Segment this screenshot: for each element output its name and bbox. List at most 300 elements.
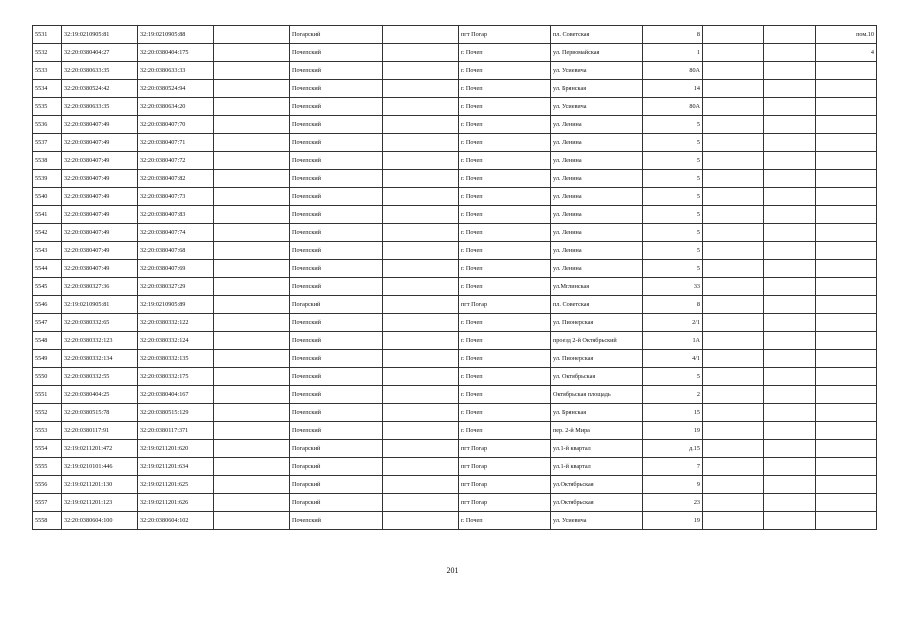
empty-cell <box>214 512 290 530</box>
empty-cell <box>214 134 290 152</box>
district-cell: Почепский <box>290 260 383 278</box>
empty-cell <box>703 296 764 314</box>
house-number-cell: 15 <box>643 404 703 422</box>
cadastral-number-cell: 32:20:0380407:49 <box>62 152 138 170</box>
house-number-cell: 8 <box>643 26 703 44</box>
empty-cell <box>703 224 764 242</box>
row-number-cell: 5554 <box>33 440 62 458</box>
cadastral-number-cell: 32:19:0210905:81 <box>62 296 138 314</box>
object-cadastral-number-cell: 32:19:0210905:88 <box>138 26 214 44</box>
registry-sheet <box>32 25 876 530</box>
street-cell: ул.1-й квартал <box>551 440 643 458</box>
district-cell: Почепский <box>290 314 383 332</box>
house-number-cell: 5 <box>643 242 703 260</box>
premises-cell <box>816 476 877 494</box>
object-cadastral-number-cell: 32:20:0380407:74 <box>138 224 214 242</box>
page-number: 201 <box>446 566 459 575</box>
empty-cell <box>764 152 816 170</box>
district-cell: Почепский <box>290 404 383 422</box>
object-cadastral-number-cell: 32:20:0380407:72 <box>138 152 214 170</box>
object-cadastral-number-cell: 32:20:0380634:20 <box>138 98 214 116</box>
empty-cell <box>764 332 816 350</box>
empty-cell <box>703 242 764 260</box>
house-number-cell: 19 <box>643 512 703 530</box>
premises-cell <box>816 188 877 206</box>
row-number-cell: 5553 <box>33 422 62 440</box>
empty-cell <box>214 170 290 188</box>
cadastral-number-cell: 32:20:0380515:78 <box>62 404 138 422</box>
empty-cell <box>383 404 459 422</box>
object-cadastral-number-cell: 32:19:0211201:625 <box>138 476 214 494</box>
object-cadastral-number-cell: 32:20:0380332:124 <box>138 332 214 350</box>
locality-cell: г. Почеп <box>459 368 551 386</box>
empty-cell <box>214 80 290 98</box>
empty-cell <box>703 170 764 188</box>
table-row <box>33 62 877 80</box>
district-cell: Почепский <box>290 332 383 350</box>
empty-cell <box>703 404 764 422</box>
locality-cell: г. Почеп <box>459 332 551 350</box>
locality-cell: г. Почеп <box>459 512 551 530</box>
object-cadastral-number-cell: 32:20:0380407:69 <box>138 260 214 278</box>
locality-cell: г. Почеп <box>459 152 551 170</box>
empty-cell <box>703 440 764 458</box>
empty-cell <box>764 458 816 476</box>
empty-cell <box>703 458 764 476</box>
empty-cell <box>703 368 764 386</box>
object-cadastral-number-cell: 32:20:0380117:371 <box>138 422 214 440</box>
district-cell: Почепский <box>290 62 383 80</box>
empty-cell <box>703 98 764 116</box>
empty-cell <box>764 422 816 440</box>
empty-cell <box>214 278 290 296</box>
street-cell: ул.Октябрьская <box>551 476 643 494</box>
house-number-cell: 5 <box>643 170 703 188</box>
cadastral-number-cell: 32:20:0380332:123 <box>62 332 138 350</box>
house-number-cell: д.15 <box>643 440 703 458</box>
empty-cell <box>703 206 764 224</box>
row-number-cell: 5558 <box>33 512 62 530</box>
locality-cell: г. Почеп <box>459 350 551 368</box>
empty-cell <box>214 458 290 476</box>
object-cadastral-number-cell: 32:20:0380407:71 <box>138 134 214 152</box>
house-number-cell: 14 <box>643 80 703 98</box>
empty-cell <box>703 62 764 80</box>
street-cell: ул. Усиевича <box>551 98 643 116</box>
object-cadastral-number-cell: 32:20:0380332:135 <box>138 350 214 368</box>
row-number-cell: 5537 <box>33 134 62 152</box>
district-cell: Почепский <box>290 188 383 206</box>
empty-cell <box>383 188 459 206</box>
locality-cell: г. Почеп <box>459 80 551 98</box>
empty-cell <box>214 26 290 44</box>
empty-cell <box>214 386 290 404</box>
premises-cell <box>816 116 877 134</box>
cadastral-number-cell: 32:20:0380604:100 <box>62 512 138 530</box>
empty-cell <box>214 260 290 278</box>
house-number-cell: 5 <box>643 224 703 242</box>
district-cell: Почепский <box>290 206 383 224</box>
cadastral-number-cell: 32:20:0380404:25 <box>62 386 138 404</box>
empty-cell <box>383 206 459 224</box>
premises-cell <box>816 170 877 188</box>
object-cadastral-number-cell: 32:20:0380404:175 <box>138 44 214 62</box>
locality-cell: г. Почеп <box>459 134 551 152</box>
empty-cell <box>764 404 816 422</box>
locality-cell: г. Почеп <box>459 116 551 134</box>
premises-cell <box>816 206 877 224</box>
empty-cell <box>764 314 816 332</box>
street-cell: ул. Брянская <box>551 80 643 98</box>
empty-cell <box>703 278 764 296</box>
empty-cell <box>383 80 459 98</box>
empty-cell <box>383 386 459 404</box>
row-number-cell: 5535 <box>33 98 62 116</box>
row-number-cell: 5546 <box>33 296 62 314</box>
district-cell: Почепский <box>290 170 383 188</box>
cadastral-number-cell: 32:20:0380407:49 <box>62 224 138 242</box>
locality-cell: г. Почеп <box>459 188 551 206</box>
house-number-cell: 5 <box>643 152 703 170</box>
district-cell: Погарский <box>290 494 383 512</box>
district-cell: Почепский <box>290 242 383 260</box>
house-number-cell: 9 <box>643 476 703 494</box>
locality-cell: г. Почеп <box>459 98 551 116</box>
empty-cell <box>764 440 816 458</box>
empty-cell <box>383 152 459 170</box>
table-row <box>33 458 877 476</box>
empty-cell <box>383 296 459 314</box>
premises-cell <box>816 278 877 296</box>
street-cell: ул. Брянская <box>551 404 643 422</box>
premises-cell <box>816 368 877 386</box>
house-number-cell: 5 <box>643 368 703 386</box>
premises-cell <box>816 314 877 332</box>
street-cell: ул. Усиевича <box>551 512 643 530</box>
registry-table <box>32 25 877 530</box>
empty-cell <box>383 422 459 440</box>
object-cadastral-number-cell: 32:20:0380604:102 <box>138 512 214 530</box>
row-number-cell: 5543 <box>33 242 62 260</box>
empty-cell <box>383 26 459 44</box>
row-number-cell: 5534 <box>33 80 62 98</box>
street-cell: ул. Ленина <box>551 260 643 278</box>
house-number-cell: 1 <box>643 44 703 62</box>
locality-cell: г. Почеп <box>459 224 551 242</box>
cadastral-number-cell: 32:20:0380332:134 <box>62 350 138 368</box>
empty-cell <box>214 332 290 350</box>
table-row <box>33 296 877 314</box>
house-number-cell: 1А <box>643 332 703 350</box>
premises-cell <box>816 98 877 116</box>
empty-cell <box>764 98 816 116</box>
object-cadastral-number-cell: 32:20:0380404:167 <box>138 386 214 404</box>
locality-cell: пгт Погар <box>459 440 551 458</box>
empty-cell <box>703 80 764 98</box>
district-cell: Погарский <box>290 26 383 44</box>
row-number-cell: 5557 <box>33 494 62 512</box>
empty-cell <box>703 44 764 62</box>
table-row <box>33 188 877 206</box>
empty-cell <box>214 98 290 116</box>
locality-cell: г. Почеп <box>459 422 551 440</box>
district-cell: Почепский <box>290 224 383 242</box>
locality-cell: г. Почеп <box>459 242 551 260</box>
house-number-cell: 5 <box>643 116 703 134</box>
empty-cell <box>383 260 459 278</box>
street-cell: ул. Ленина <box>551 242 643 260</box>
empty-cell <box>764 296 816 314</box>
empty-cell <box>764 224 816 242</box>
empty-cell <box>214 296 290 314</box>
cadastral-number-cell: 32:19:0211201:130 <box>62 476 138 494</box>
row-number-cell: 5550 <box>33 368 62 386</box>
locality-cell: пгт Погар <box>459 458 551 476</box>
premises-cell: 4 <box>816 44 877 62</box>
table-row <box>33 224 877 242</box>
empty-cell <box>214 242 290 260</box>
house-number-cell: 80А <box>643 98 703 116</box>
empty-cell <box>764 206 816 224</box>
empty-cell <box>383 116 459 134</box>
empty-cell <box>764 386 816 404</box>
empty-cell <box>703 494 764 512</box>
table-row <box>33 332 877 350</box>
row-number-cell: 5552 <box>33 404 62 422</box>
empty-cell <box>764 242 816 260</box>
empty-cell <box>383 44 459 62</box>
locality-cell: пгт Погар <box>459 26 551 44</box>
table-row <box>33 98 877 116</box>
empty-cell <box>764 476 816 494</box>
empty-cell <box>764 80 816 98</box>
empty-cell <box>214 116 290 134</box>
table-row <box>33 512 877 530</box>
empty-cell <box>214 62 290 80</box>
object-cadastral-number-cell: 32:20:0380524:94 <box>138 80 214 98</box>
street-cell: ул. Пионерская <box>551 314 643 332</box>
district-cell: Почепский <box>290 512 383 530</box>
locality-cell: г. Почеп <box>459 386 551 404</box>
street-cell: ул. Ленина <box>551 152 643 170</box>
empty-cell <box>383 368 459 386</box>
empty-cell <box>383 350 459 368</box>
table-row <box>33 494 877 512</box>
empty-cell <box>764 350 816 368</box>
table-row <box>33 368 877 386</box>
object-cadastral-number-cell: 32:20:0380407:73 <box>138 188 214 206</box>
cadastral-number-cell: 32:20:0380404:27 <box>62 44 138 62</box>
cadastral-number-cell: 32:20:0380633:35 <box>62 98 138 116</box>
cadastral-number-cell: 32:20:0380407:49 <box>62 260 138 278</box>
empty-cell <box>214 44 290 62</box>
table-row <box>33 422 877 440</box>
empty-cell <box>383 134 459 152</box>
cadastral-number-cell: 32:20:0380327:36 <box>62 278 138 296</box>
object-cadastral-number-cell: 32:20:0380327:29 <box>138 278 214 296</box>
row-number-cell: 5556 <box>33 476 62 494</box>
street-cell: ул. Ленина <box>551 116 643 134</box>
house-number-cell: 5 <box>643 134 703 152</box>
cadastral-number-cell: 32:19:0210101:446 <box>62 458 138 476</box>
premises-cell <box>816 386 877 404</box>
table-row <box>33 152 877 170</box>
empty-cell <box>383 314 459 332</box>
street-cell: ул.1-й квартал <box>551 458 643 476</box>
row-number-cell: 5533 <box>33 62 62 80</box>
empty-cell <box>383 62 459 80</box>
premises-cell <box>816 512 877 530</box>
empty-cell <box>764 26 816 44</box>
empty-cell <box>383 98 459 116</box>
empty-cell <box>764 494 816 512</box>
street-cell: пл. Советская <box>551 296 643 314</box>
empty-cell <box>383 440 459 458</box>
row-number-cell: 5539 <box>33 170 62 188</box>
locality-cell: г. Почеп <box>459 278 551 296</box>
empty-cell <box>703 26 764 44</box>
cadastral-number-cell: 32:20:0380407:49 <box>62 188 138 206</box>
table-row <box>33 440 877 458</box>
registry-body <box>33 26 877 530</box>
object-cadastral-number-cell: 32:20:0380407:68 <box>138 242 214 260</box>
locality-cell: г. Почеп <box>459 170 551 188</box>
cadastral-number-cell: 32:20:0380407:49 <box>62 206 138 224</box>
table-row <box>33 44 877 62</box>
premises-cell <box>816 494 877 512</box>
house-number-cell: 5 <box>643 206 703 224</box>
cadastral-number-cell: 32:20:0380117:91 <box>62 422 138 440</box>
district-cell: Погарский <box>290 458 383 476</box>
locality-cell: г. Почеп <box>459 260 551 278</box>
empty-cell <box>383 224 459 242</box>
table-row <box>33 206 877 224</box>
row-number-cell: 5542 <box>33 224 62 242</box>
row-number-cell: 5547 <box>33 314 62 332</box>
cadastral-number-cell: 32:20:0380332:65 <box>62 314 138 332</box>
object-cadastral-number-cell: 32:20:0380407:83 <box>138 206 214 224</box>
empty-cell <box>703 476 764 494</box>
object-cadastral-number-cell: 32:20:0380332:122 <box>138 314 214 332</box>
district-cell: Почепский <box>290 116 383 134</box>
row-number-cell: 5536 <box>33 116 62 134</box>
empty-cell <box>703 314 764 332</box>
empty-cell <box>703 260 764 278</box>
table-row <box>33 476 877 494</box>
empty-cell <box>383 242 459 260</box>
table-row <box>33 80 877 98</box>
empty-cell <box>383 170 459 188</box>
district-cell: Почепский <box>290 278 383 296</box>
empty-cell <box>383 332 459 350</box>
row-number-cell: 5551 <box>33 386 62 404</box>
empty-cell <box>764 278 816 296</box>
table-row <box>33 242 877 260</box>
premises-cell <box>816 458 877 476</box>
empty-cell <box>703 188 764 206</box>
row-number-cell: 5531 <box>33 26 62 44</box>
premises-cell <box>816 260 877 278</box>
object-cadastral-number-cell: 32:20:0380633:33 <box>138 62 214 80</box>
object-cadastral-number-cell: 32:20:0380407:82 <box>138 170 214 188</box>
empty-cell <box>764 116 816 134</box>
premises-cell <box>816 134 877 152</box>
street-cell: ул. Усиевича <box>551 62 643 80</box>
row-number-cell: 5541 <box>33 206 62 224</box>
house-number-cell: 23 <box>643 494 703 512</box>
locality-cell: г. Почеп <box>459 314 551 332</box>
street-cell: ул.Мглинская <box>551 278 643 296</box>
cadastral-number-cell: 32:20:0380407:49 <box>62 170 138 188</box>
street-cell: ул. Ленина <box>551 170 643 188</box>
premises-cell <box>816 224 877 242</box>
empty-cell <box>214 422 290 440</box>
district-cell: Почепский <box>290 368 383 386</box>
street-cell: ул. Пионерская <box>551 350 643 368</box>
street-cell: проезд 2-й Октябрьский <box>551 332 643 350</box>
table-row <box>33 134 877 152</box>
cadastral-number-cell: 32:20:0380407:49 <box>62 134 138 152</box>
row-number-cell: 5532 <box>33 44 62 62</box>
district-cell: Почепский <box>290 422 383 440</box>
empty-cell <box>214 494 290 512</box>
empty-cell <box>764 44 816 62</box>
premises-cell <box>816 242 877 260</box>
locality-cell: г. Почеп <box>459 206 551 224</box>
street-cell: пл. Советская <box>551 26 643 44</box>
district-cell: Почепский <box>290 386 383 404</box>
house-number-cell: 4/1 <box>643 350 703 368</box>
district-cell: Почепский <box>290 152 383 170</box>
table-row <box>33 314 877 332</box>
row-number-cell: 5544 <box>33 260 62 278</box>
empty-cell <box>214 368 290 386</box>
street-cell: ул.Октябрьская <box>551 494 643 512</box>
empty-cell <box>703 386 764 404</box>
empty-cell <box>383 494 459 512</box>
empty-cell <box>214 314 290 332</box>
object-cadastral-number-cell: 32:19:0211201:620 <box>138 440 214 458</box>
row-number-cell: 5549 <box>33 350 62 368</box>
empty-cell <box>764 62 816 80</box>
row-number-cell: 5545 <box>33 278 62 296</box>
street-cell: ул. Первомайская <box>551 44 643 62</box>
empty-cell <box>214 152 290 170</box>
premises-cell: пом.10 <box>816 26 877 44</box>
empty-cell <box>703 422 764 440</box>
table-row <box>33 116 877 134</box>
district-cell: Почепский <box>290 44 383 62</box>
empty-cell <box>214 224 290 242</box>
empty-cell <box>214 476 290 494</box>
street-cell: ул. Ленина <box>551 224 643 242</box>
object-cadastral-number-cell: 32:20:0380407:70 <box>138 116 214 134</box>
house-number-cell: 5 <box>643 188 703 206</box>
street-cell: ул. Ленина <box>551 206 643 224</box>
empty-cell <box>703 134 764 152</box>
row-number-cell: 5548 <box>33 332 62 350</box>
house-number-cell: 33 <box>643 278 703 296</box>
cadastral-number-cell: 32:19:0211201:123 <box>62 494 138 512</box>
row-number-cell: 5555 <box>33 458 62 476</box>
premises-cell <box>816 80 877 98</box>
street-cell: пер. 2-й Мира <box>551 422 643 440</box>
table-row <box>33 260 877 278</box>
premises-cell <box>816 332 877 350</box>
district-cell: Погарский <box>290 440 383 458</box>
district-cell: Почепский <box>290 80 383 98</box>
table-row <box>33 350 877 368</box>
